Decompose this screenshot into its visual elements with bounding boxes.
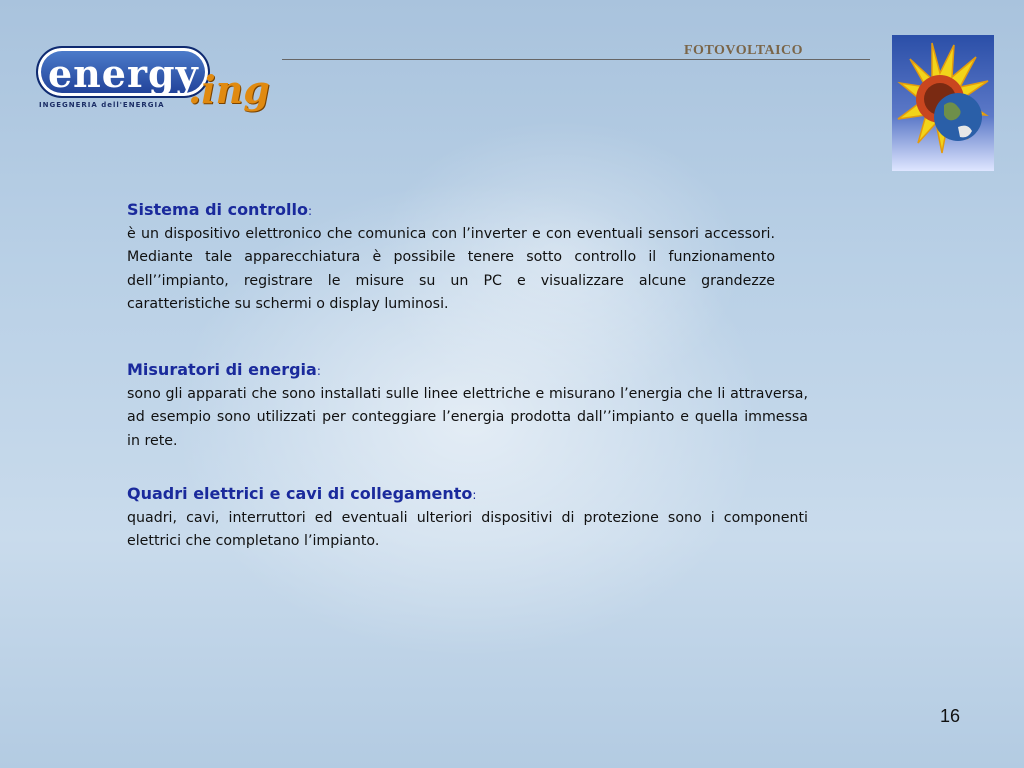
section-heading: Quadri elettrici e cavi di collegamento — [127, 484, 473, 503]
section-title: FOTOVOLTAICO — [684, 43, 804, 58]
earth-icon — [934, 93, 982, 141]
header-divider — [282, 59, 870, 60]
section-heading: Sistema di controllo — [127, 200, 308, 219]
section-electrical-panels — [127, 482, 808, 554]
section-paragraph: è un dispositivo elettronico che comunica con l’inverter e con eventuali sensori accessori. Mediante tale apparecchiatura è possibile tenere sotto controllo il funzionamento dell’’impianto, registrare le misure su un PC e visualizzare alcune grandezze caratteristiche su schermi o display luminosi. — [127, 226, 775, 313]
company-logo — [36, 42, 286, 114]
logo-suffix: .ing — [188, 67, 270, 112]
sun-earth-illustration — [892, 35, 994, 171]
section-heading: Misuratori di energia — [127, 360, 317, 379]
logo-word: energy — [48, 51, 199, 96]
page-number: 16 — [940, 706, 961, 726]
section-heading-line — [127, 198, 775, 223]
section-paragraph: quadri, cavi, interruttori ed eventuali ulteriori dispositivi di protezione sono i componenti elettrici che completano l’impianto. — [127, 510, 808, 550]
sun-icon — [898, 43, 988, 153]
logo-badge — [36, 46, 210, 98]
section-energy-meters — [127, 358, 808, 453]
section-paragraph: sono gli apparati che sono installati sulle linee elettriche e misurano l’energia che li attraversa, ad esempio sono utilizzati per conteggiare l’energia prodotta dall’’impianto e quella immessa in rete. — [127, 386, 808, 449]
section-heading-line — [127, 358, 808, 383]
heading-colon: : — [307, 204, 312, 218]
logo-tagline: INGEGNERIA dell'ENERGIA — [39, 101, 165, 109]
solar-globe-image — [892, 35, 994, 171]
section-heading-line — [127, 482, 808, 507]
section-control-system — [127, 198, 775, 317]
heading-colon: : — [316, 364, 321, 378]
heading-colon: : — [472, 488, 477, 502]
